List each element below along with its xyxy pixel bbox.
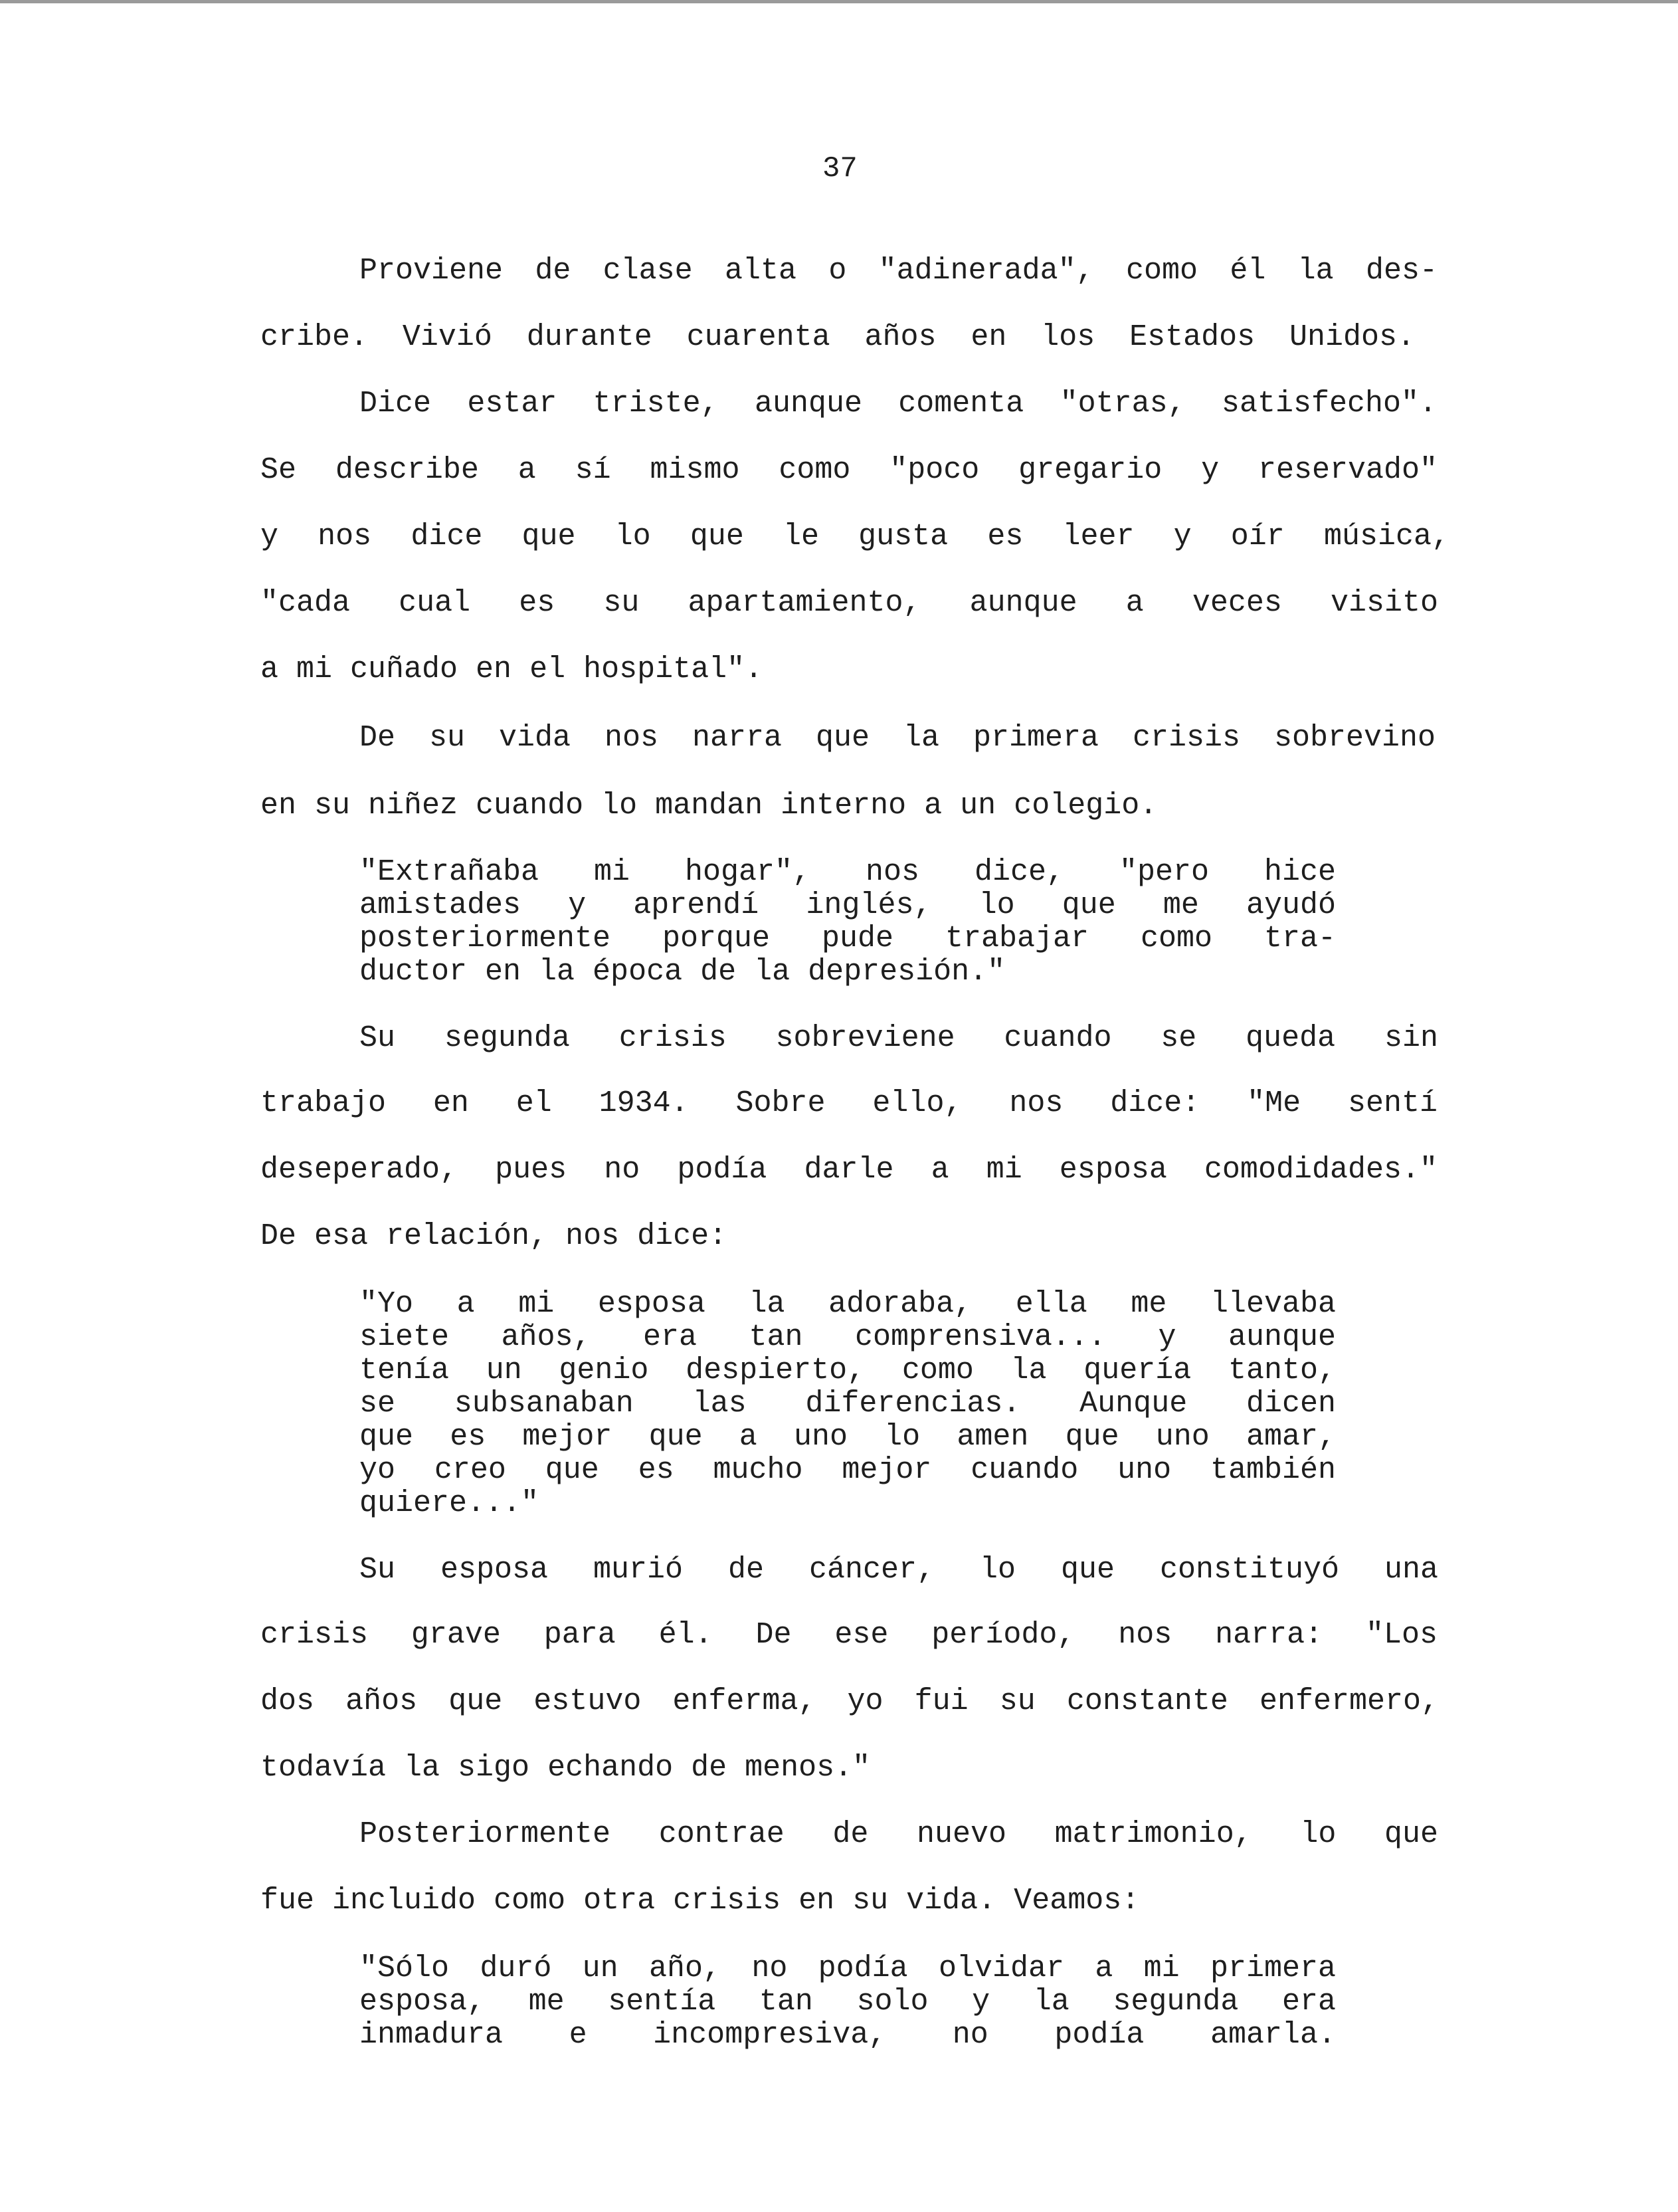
text-line: Su esposa murió de cáncer, lo que constituyó una [359,1553,1438,1587]
text-line: y nos dice que lo que le gusta es leer y oír música, [260,520,1449,553]
text-line: inmadura e incompresiva, no podía amarla. [359,2018,1336,2052]
text-line: que es mejor que a uno lo amen que uno amar, [359,1420,1336,1454]
text-line: quiere..." [359,1486,539,1520]
text-line: De su vida nos narra que la primera crisis sobrevino [359,721,1436,755]
text-line: amistades y aprendí inglés, lo que me ayudó [359,888,1336,922]
text-line: "cada cual es su apartamiento, aunque a veces visito [260,586,1438,620]
text-line: De esa relación, nos dice: [260,1219,727,1253]
text-line: "Extrañaba mi hogar", nos dice, "pero hice [359,855,1336,889]
text-line: se subsanaban las diferencias. Aunque dicen [359,1387,1336,1421]
text-line: Su segunda crisis sobreviene cuando se queda sin [359,1021,1438,1055]
text-line: siete años, era tan comprensiva... y aunque [359,1320,1336,1354]
text-line: Proviene de clase alta o "adinerada", como él la des- [359,254,1438,288]
text-line: Dice estar triste, aunque comenta "otras, satisfecho". [359,387,1437,421]
text-line: esposa, me sentía tan solo y la segunda era [359,1985,1336,2019]
text-line: cribe. Vivió durante cuarenta años en los Estados Unidos. [260,320,1415,354]
top-edge-rule [0,0,1678,3]
text-line: crisis grave para él. De ese período, nos narra: "Los [260,1618,1438,1652]
text-line: "Sólo duró un año, no podía olvidar a mi primera [359,1952,1336,1985]
text-line: "Yo a mi esposa la adoraba, ella me llevaba [359,1287,1336,1321]
text-line: fue incluido como otra crisis en su vida. Veamos: [260,1884,1140,1918]
text-line: ductor en la época de la depresión." [359,955,1006,989]
text-line: a mi cuñado en el hospital". [260,653,763,686]
text-line: deseperado, pues no podía darle a mi esposa comodidades." [260,1153,1438,1187]
text-line: posteriormente porque pude trabajar como tra- [359,922,1336,955]
page-number: 37 [822,152,858,185]
text-line: yo creo que es mucho mejor cuando uno también [359,1453,1336,1487]
text-line: todavía la sigo echando de menos." [260,1751,871,1785]
text-line: trabajo en el 1934. Sobre ello, nos dice: "Me sentí [260,1086,1438,1120]
text-line: Posteriormente contrae de nuevo matrimonio, lo que [359,1817,1438,1851]
text-line: Se describe a sí mismo como "poco gregario y reservado" [260,453,1438,487]
text-line: tenía un genio despierto, como la quería tanto, [359,1354,1336,1387]
text-line: en su niñez cuando lo mandan interno a un colegio. [260,789,1158,823]
text-line: dos años que estuvo enferma, yo fui su constante enfermero, [260,1684,1439,1718]
